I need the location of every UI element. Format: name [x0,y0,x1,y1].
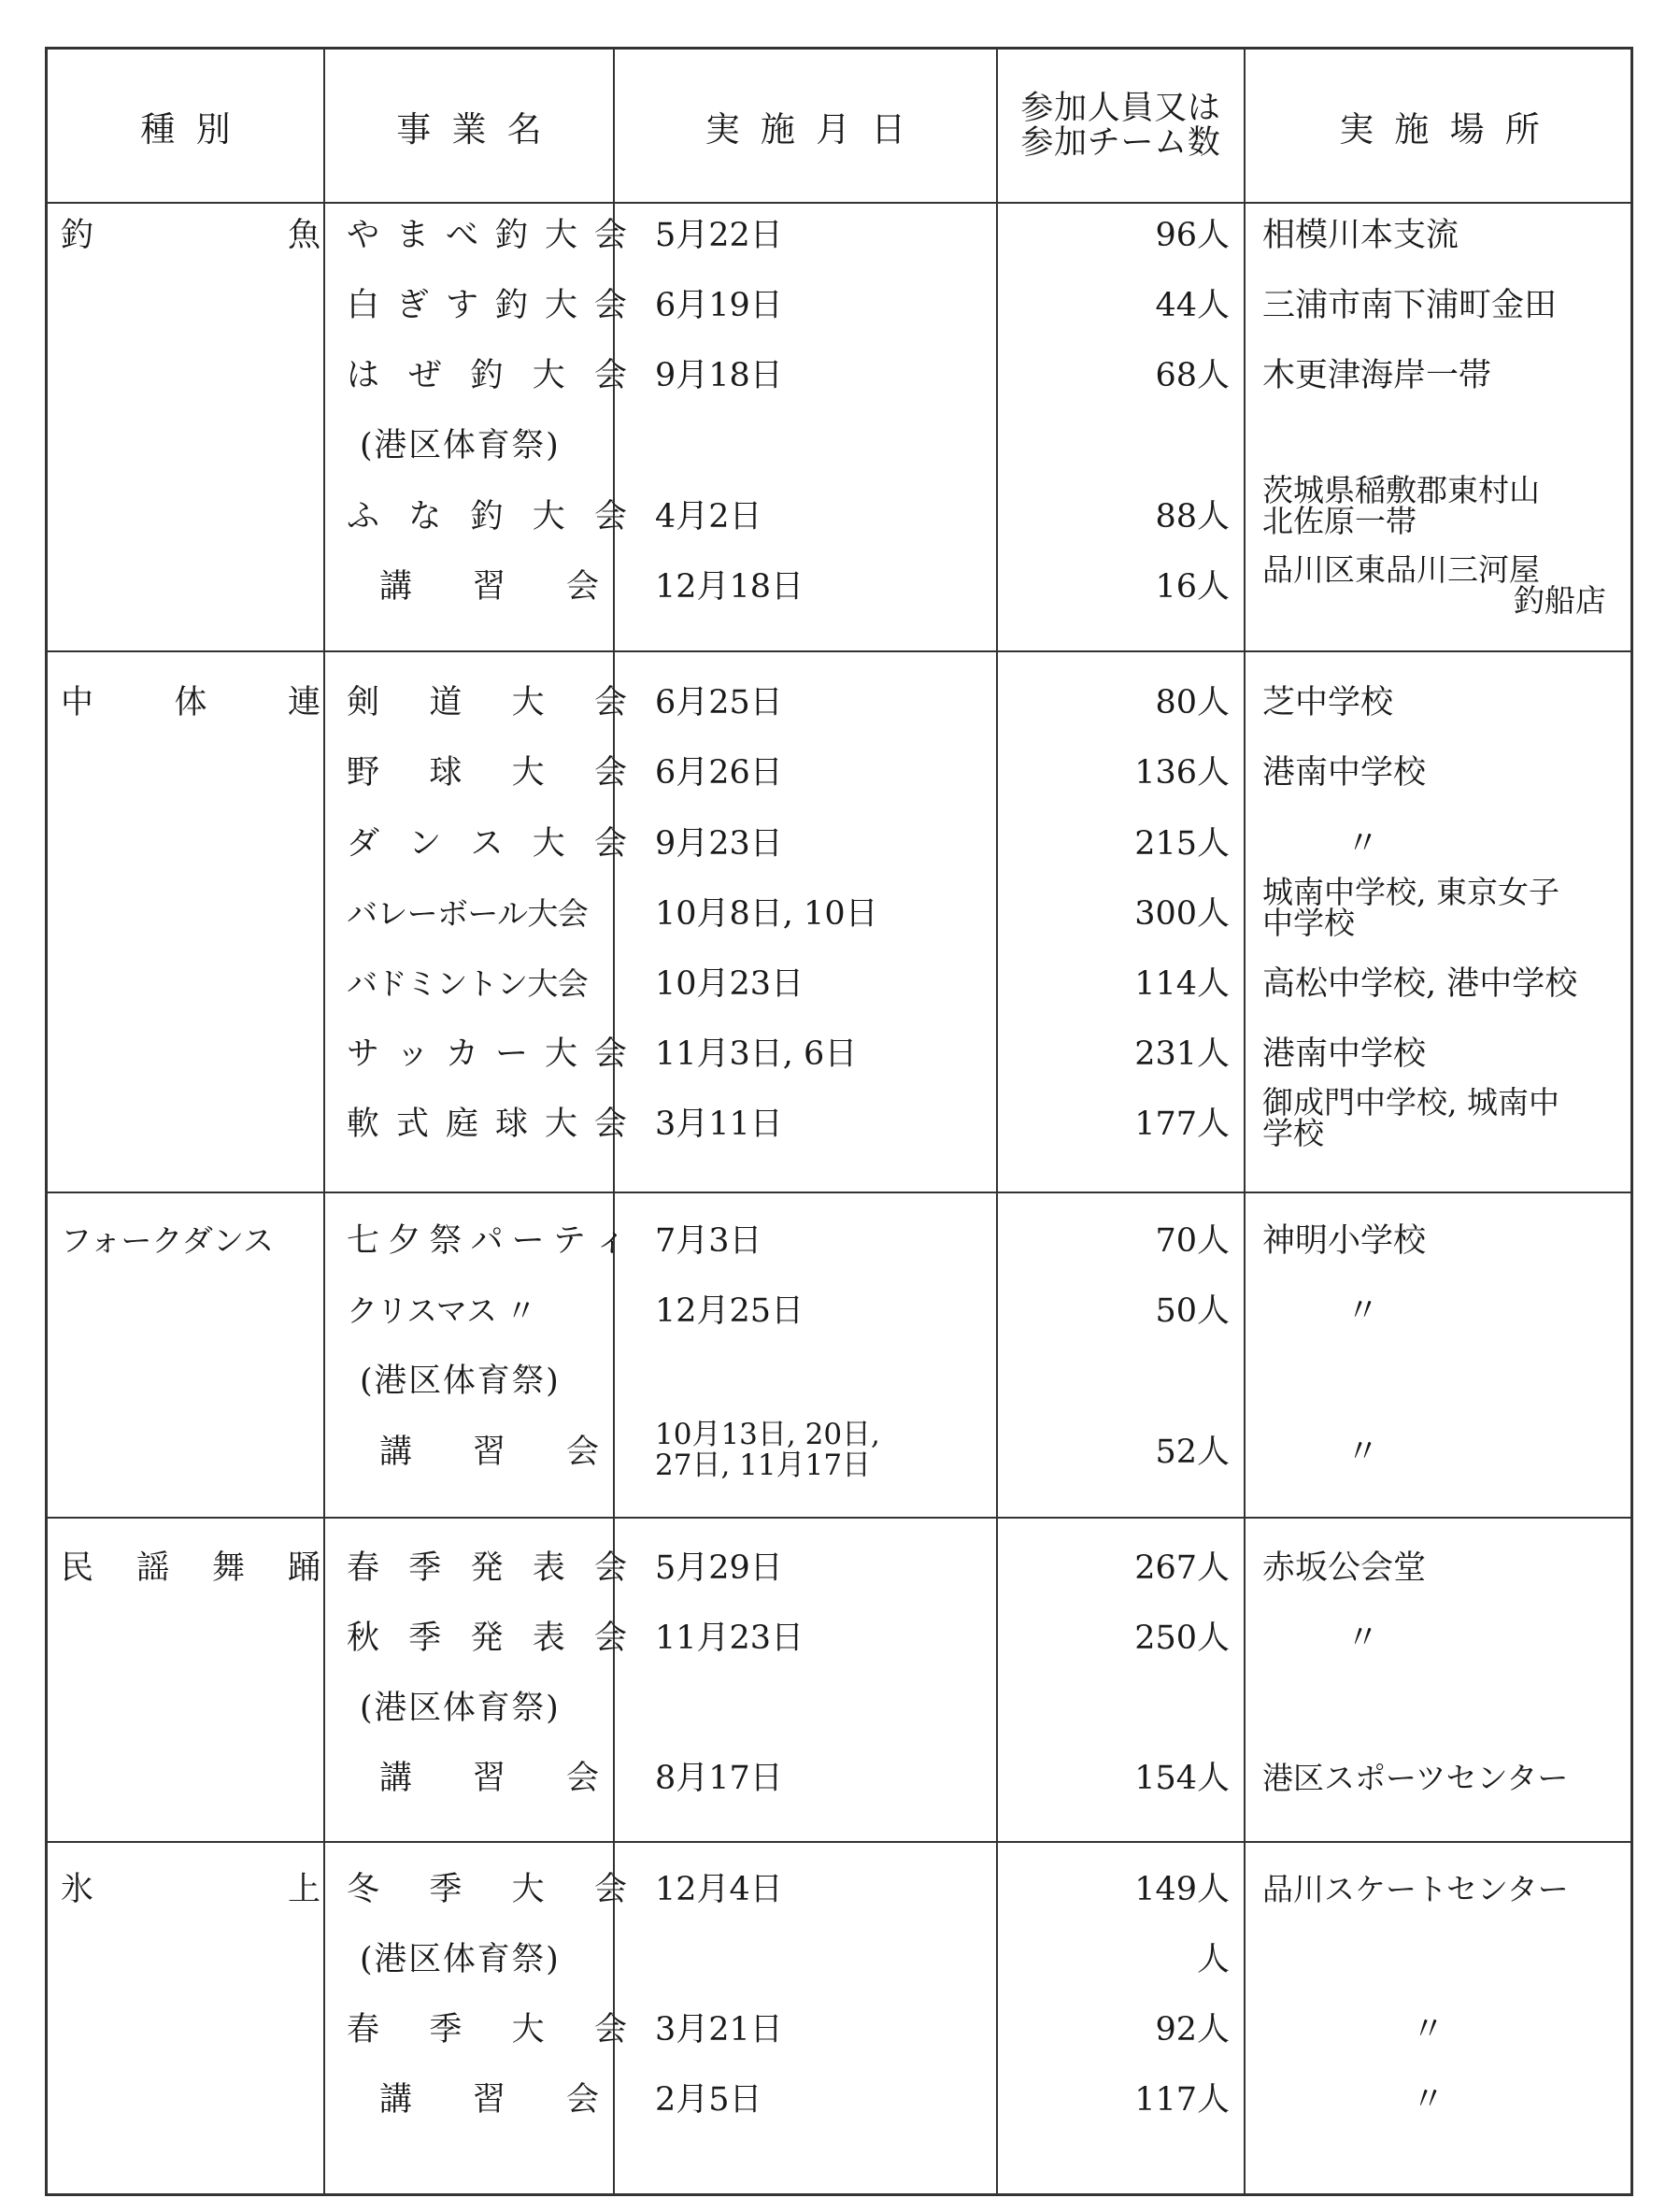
event-char: 白 [347,287,380,324]
participant-count: 52人 [1155,1434,1230,1471]
event-date: 3月21日 [655,2011,783,2048]
event-char: 会 [593,498,627,535]
event-char: 道 [429,684,463,721]
event-place: 三浦市南下浦町金田 [1262,287,1558,324]
event-char: 発 [470,1620,504,1657]
event-place: 港南中学校 [1262,1035,1427,1073]
event-char: 会 [565,568,599,606]
event-char: ふ [347,498,380,535]
event-char: 大 [511,1871,545,1908]
event-char: 季 [429,2011,463,2048]
category-char: 氷 [61,1871,94,1908]
event-name [347,825,627,863]
event-char: べ [445,217,478,254]
event-date [655,1420,991,1480]
participant-count: 231人 [1134,1035,1230,1073]
event-char: 大 [532,825,565,863]
participant-count: 68人 [1155,357,1230,394]
event-char: 夕 [388,1222,421,1260]
event-place: 相模川本支流 [1262,217,1459,254]
participant-count: 88人 [1155,498,1230,535]
event-date: 7月3日 [655,1222,762,1260]
section-divider [48,1517,1630,1519]
event-char: 球 [494,1106,528,1143]
event-char: 講 [379,1760,413,1797]
event-char: サ [347,1035,380,1073]
event-char: 表 [532,1620,565,1657]
event-char: ぜ [408,357,442,394]
event-date: 8月17日 [655,1760,783,1797]
event-name [347,1622,627,1655]
event-date: 9月23日 [655,825,783,863]
event-name [347,1222,627,1260]
event-char: 会 [593,754,627,792]
event-place: 神明小学校 [1262,1222,1427,1260]
event-date-line2: 27日, 11月17日 [655,1448,872,1482]
event-char: 会 [593,684,627,721]
category-label [61,684,320,721]
ditto-mark: 〃 [1346,1434,1380,1471]
category-char: 中 [61,684,94,721]
event-char: 会 [593,2011,627,2048]
category-char: 釣 [61,217,94,254]
event-char: パ [470,1222,504,1260]
event-char: ダ [347,825,380,863]
event-date: 6月26日 [655,754,783,792]
category-char: 上 [287,1871,320,1908]
event-char: 大 [511,754,545,792]
participant-count: 177人 [1134,1106,1230,1143]
participant-count: 70人 [1155,1222,1230,1260]
event-char: 大 [511,2011,545,2048]
header-count-line1: 参加人員又は [1020,89,1221,127]
header-place: 実施場所 [1339,108,1560,150]
event-char: 会 [565,2081,599,2119]
event-char: 習 [472,2081,505,2119]
event-date: 12月25日 [655,1292,804,1330]
event-date: 12月4日 [655,1871,783,1908]
column-divider [323,50,325,2193]
event-date: 10月8日, 10日 [655,895,878,933]
event-place [1262,551,1627,619]
participant-count: 149人 [1134,1871,1230,1908]
event-date-line1: 10月13日, 20日, [655,1418,880,1451]
event-place: 港区スポーツセンター [1262,1760,1569,1796]
participant-count: 250人 [1134,1620,1230,1657]
event-name: バドミントン大会 [347,965,589,1002]
category-char: 舞 [211,1549,245,1587]
event-char: 大 [511,684,545,721]
header-date: 実施月日 [705,108,927,150]
category-label [61,1871,320,1908]
column-divider [1244,50,1246,2193]
event-char: 春 [347,1549,380,1587]
event-date: 2月5日 [655,2081,762,2119]
event-char: ぎ [395,287,429,324]
event-name: バレーボール大会 [347,895,589,932]
event-char: 大 [532,498,565,535]
event-place: 港南中学校 [1262,754,1427,792]
event-char: 釣 [494,287,528,324]
event-char: ま [395,217,429,254]
event-char: 釣 [470,498,504,535]
participant-count: 50人 [1155,1292,1230,1330]
event-note: (港区体育祭) [360,1363,561,1400]
event-date: 4月2日 [655,498,762,535]
event-char: 講 [379,1434,413,1471]
event-char: ン [408,825,442,863]
event-date: 10月23日 [655,965,804,1003]
event-char: 春 [347,2011,380,2048]
event-date: 12月18日 [655,568,804,606]
participant-count: 114人 [1134,965,1230,1003]
event-place: 芝中学校 [1262,684,1394,721]
ditto-mark: 〃 [1346,825,1380,863]
event-date: 3月11日 [655,1106,783,1143]
event-place-line1: 品川区東品川三河屋 [1262,551,1540,588]
event-name [347,684,627,721]
event-char: や [347,217,380,254]
event-place-line2: 北佐原一帯 [1262,503,1417,539]
event-char: 大 [544,1106,577,1143]
event-char: 季 [408,1620,442,1657]
event-char: ー [494,1035,528,1073]
event-char: 会 [593,825,627,863]
event-name [347,754,627,792]
event-place [1262,472,1627,539]
section-divider [48,1841,1630,1843]
participant-count: 96人 [1155,217,1230,254]
activity-table [45,47,1633,2196]
event-char: カ [445,1035,478,1073]
event-char: 冬 [347,1871,380,1908]
event-char: 発 [470,1549,504,1587]
event-char: テ [552,1222,586,1260]
event-place-line1: 御成門中学校, 城南中 [1262,1084,1559,1120]
ditto-mark: 〃 [1412,2081,1445,2119]
event-char: 会 [593,1549,627,1587]
header-category: 種別 [140,108,251,150]
event-name [347,357,627,394]
participant-count: 人 [1196,1941,1230,1978]
ditto-mark: 〃 [1346,1292,1380,1330]
event-note: (港区体育祭) [360,1690,561,1727]
event-char: ッ [395,1035,429,1073]
participant-count: 300人 [1134,895,1230,933]
event-char: 習 [472,568,505,606]
event-name [347,498,627,535]
event-name [347,1035,627,1073]
event-char: す [445,287,478,324]
event-char: 軟 [347,1106,380,1143]
event-place: 品川スケートセンター [1262,1871,1569,1907]
event-date: 6月19日 [655,287,783,324]
event-date: 11月23日 [655,1620,804,1657]
event-name [347,2011,627,2048]
category-char: 謡 [135,1549,169,1587]
event-char: な [408,498,442,535]
event-char: 祭 [429,1222,463,1260]
event-place-line2: 釣船店 [1514,582,1606,619]
event-name [379,2081,599,2119]
event-char: 会 [565,1434,599,1471]
category-char: 連 [287,684,320,721]
participant-count: 117人 [1134,2081,1230,2119]
event-char: 会 [565,1760,599,1797]
event-note: (港区体育祭) [360,1941,561,1978]
event-char: 野 [347,754,380,792]
event-char: 会 [593,1035,627,1073]
event-char: 球 [429,754,463,792]
category-char: 魚 [287,217,320,254]
header-count-line2: 参加チーム数 [1020,123,1221,162]
participant-count: 80人 [1155,684,1230,721]
event-place-line2: 学校 [1262,1115,1324,1151]
event-char: 釣 [494,217,528,254]
event-char: ィ [593,1222,627,1260]
event-char: 釣 [470,357,504,394]
category-label [61,217,320,254]
participant-count: 44人 [1155,287,1230,324]
event-char: 式 [395,1106,429,1143]
participant-count: 136人 [1134,754,1230,792]
event-char: 季 [429,1871,463,1908]
participant-count: 154人 [1134,1760,1230,1797]
event-char: 大 [532,357,565,394]
event-place-line2: 中学校 [1262,905,1355,941]
event-char: 大 [544,287,577,324]
event-char: 会 [593,217,627,254]
event-char: 講 [379,568,413,606]
event-place [1262,874,1627,941]
participant-count: 215人 [1134,825,1230,863]
event-place [1262,1084,1627,1151]
event-char: 習 [472,1760,505,1797]
category-char: 体 [174,684,207,721]
event-place: 木更津海岸一帯 [1262,357,1492,394]
event-date: 5月29日 [655,1549,783,1587]
category-label: フォークダンス [61,1222,275,1259]
header-event: 事業名 [396,108,562,150]
event-char: 大 [544,217,577,254]
event-date: 11月3日, 6日 [655,1035,858,1073]
event-char: 七 [347,1222,380,1260]
event-name [379,1436,599,1469]
category-char: 踊 [287,1549,320,1587]
category-char: 民 [61,1549,94,1587]
section-divider [48,650,1630,652]
participant-count: 267人 [1134,1549,1230,1587]
event-name [379,568,599,606]
participant-count: 92人 [1155,2011,1230,2048]
event-char: ス [470,825,504,863]
event-note: (港区体育祭) [360,427,561,464]
event-name [347,1108,627,1141]
event-char: 会 [593,1620,627,1657]
event-char: 季 [408,1549,442,1587]
event-place-line1: 茨城県稲敷郡東村山 [1262,472,1540,508]
event-date: 6月25日 [655,684,783,721]
event-name [347,287,627,324]
event-char: 講 [379,2081,413,2119]
event-date: 5月22日 [655,217,783,254]
event-char: 表 [532,1549,565,1587]
event-place: 赤坂公会堂 [1262,1549,1427,1587]
header-count [998,50,1244,202]
event-char: 習 [472,1434,505,1471]
event-char: は [347,357,380,394]
event-char: ー [511,1222,545,1260]
event-char: 会 [593,1106,627,1143]
event-date: 9月18日 [655,357,783,394]
event-char: 会 [593,357,627,394]
ditto-mark: 〃 [1346,1620,1380,1657]
event-name [347,1549,627,1587]
ditto-mark: 〃 [1412,2011,1445,2048]
event-char: 大 [544,1035,577,1073]
section-divider [48,1192,1630,1193]
event-name [347,217,627,254]
event-char: 会 [593,287,627,324]
event-place: 高松中学校, 港中学校 [1262,965,1578,1003]
participant-count: 16人 [1155,568,1230,606]
category-label [61,1549,320,1587]
event-name: クリスマス 〃 [347,1292,536,1329]
event-char: 庭 [445,1106,478,1143]
header-divider [48,202,1630,204]
event-name [379,1760,599,1797]
event-place-line1: 城南中学校, 東京女子 [1262,874,1559,910]
event-char: 秋 [347,1620,380,1657]
event-name [347,1871,627,1908]
event-char: 会 [593,1871,627,1908]
event-char: 剣 [347,684,380,721]
